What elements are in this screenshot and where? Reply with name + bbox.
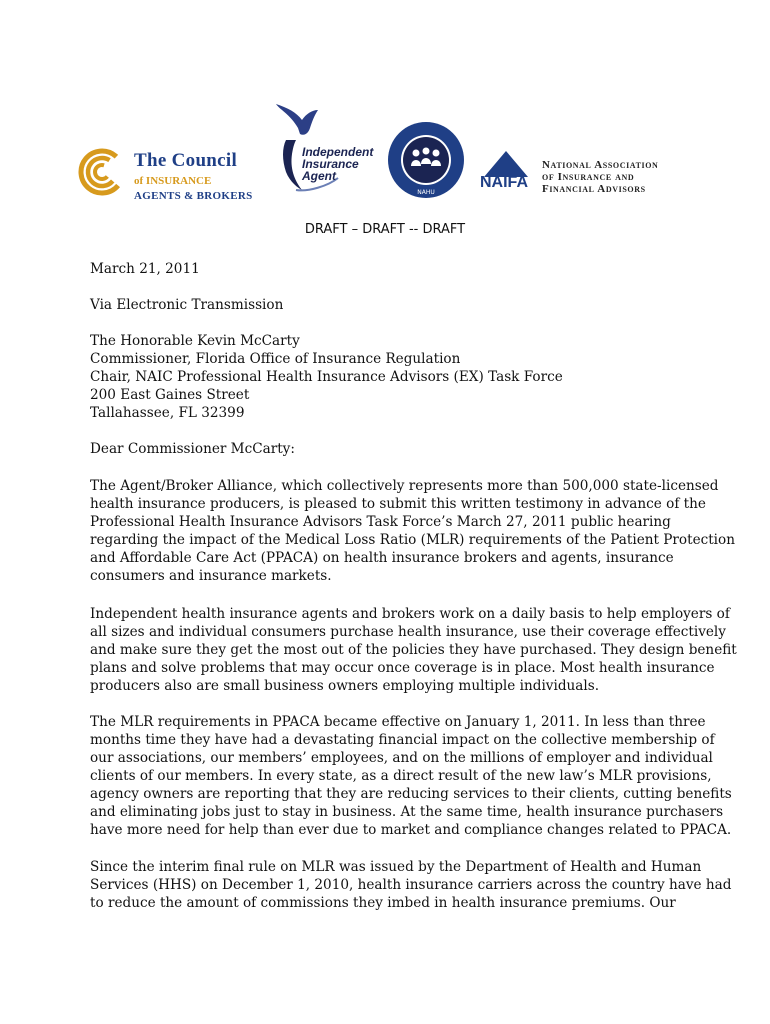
paragraph-line: clients of our members. In every state, as a direct result of the new law’s MLR provisions, xyxy=(90,768,712,784)
salutation xyxy=(90,440,690,458)
paragraph-line: Services (HHS) on December 1, 2010, health insurance carriers across the country have had xyxy=(90,877,732,893)
paragraph-line: plans and solve problems that may occur once coverage is in place. Most health insurance xyxy=(90,660,715,676)
iia-logo xyxy=(268,100,386,200)
recipient-line: Tallahassee, FL 32399 xyxy=(90,405,245,421)
recipient-line: 200 East Gaines Street xyxy=(90,387,250,403)
delivery-method xyxy=(90,296,690,314)
paragraph-3 xyxy=(90,713,732,839)
naifa-name-line-2: of Insurance and xyxy=(542,171,635,183)
draft-label: DRAFT – DRAFT -- DRAFT xyxy=(304,222,466,237)
paragraph-2 xyxy=(90,605,737,695)
naifa-logo xyxy=(478,150,688,208)
paragraph-line: health insurance producers, is pleased to submit this written testimony in advance of the xyxy=(90,496,706,512)
naifa-name-line-3: Financial Advisors xyxy=(542,183,646,195)
paragraph-line: and Affordable Care Act (PPACA) on health insurance brokers and agents, insurance xyxy=(90,550,674,566)
paragraph-line: all sizes and individual consumers purchase health insurance, use their coverage effectively xyxy=(90,624,726,640)
paragraph-line: consumers and insurance markets. xyxy=(90,568,332,584)
council-logo xyxy=(78,146,268,208)
paragraph-line: Independent health insurance agents and brokers work on a daily basis to help employers of xyxy=(90,606,730,622)
paragraph-line: The MLR requirements in PPACA became effective on January 1, 2011. In less than three xyxy=(90,714,706,730)
paragraph-line: and eliminating jobs just to stay in business. At the same time, health insurance purchasers xyxy=(90,804,724,820)
delivery-line: Via Electronic Transmission xyxy=(90,297,284,313)
logo-band xyxy=(0,100,770,210)
paragraph-line: have more need for help than ever due to market and compliance changes related to PPACA. xyxy=(90,822,732,838)
council-subtitle-2: AGENTS & BROKERS xyxy=(134,190,253,202)
paragraph-line: Professional Health Insurance Advisors Task Force’s March 27, 2011 public hearing xyxy=(90,514,671,530)
paragraph-line: producers also are small business owners employing multiple individuals. xyxy=(90,678,600,694)
naifa-abbreviation: NAIFA xyxy=(480,174,528,191)
date-line: March 21, 2011 xyxy=(90,261,200,277)
council-c-icon xyxy=(78,146,130,198)
paragraph-line: The Agent/Broker Alliance, which collectively represents more than 500,000 state-licensed xyxy=(90,478,719,494)
paragraph-4 xyxy=(90,858,732,912)
recipient-line: The Honorable Kevin McCarty xyxy=(90,333,300,349)
paragraph-line: agency owners are reporting that they are reducing services to their clients, cutting benefits xyxy=(90,786,732,802)
recipient-line: Chair, NAIC Professional Health Insurance Advisors (EX) Task Force xyxy=(90,369,563,385)
naifa-name-line-1: National Association xyxy=(542,159,659,171)
iia-text: Independent Insurance Agent xyxy=(302,145,374,183)
nahu-seal-graphic xyxy=(386,120,466,200)
nahu-seal xyxy=(386,120,466,200)
council-title: The Council xyxy=(134,150,238,171)
paragraph-line: and make sure they get the most out of the policies they have purchased. They design benefit xyxy=(90,642,737,658)
nahu-bottom-label: NAHU xyxy=(417,189,435,196)
letter-date xyxy=(90,260,690,278)
council-subtitle-1: of INSURANCE xyxy=(134,175,212,187)
paragraph-line: to reduce the amount of commissions they imbed in health insurance premiums. Our xyxy=(90,895,676,911)
paragraph-line: our associations, our members’ employees, and on the millions of employer and individual xyxy=(90,750,713,766)
recipient-line: Commissioner, Florida Office of Insurance Regulation xyxy=(90,351,461,367)
naifa-full-name xyxy=(542,159,658,195)
paragraph-line: months time they have had a devastating financial impact on the collective membership of xyxy=(90,732,715,748)
paragraph-line: regarding the impact of the Medical Loss Ratio (MLR) requirements of the Patient Protection xyxy=(90,532,735,548)
salutation-line: Dear Commissioner McCarty: xyxy=(90,441,295,457)
recipient-address xyxy=(90,332,690,422)
paragraph-1 xyxy=(90,477,735,585)
paragraph-line: Since the interim final rule on MLR was issued by the Department of Health and Human xyxy=(90,859,702,875)
